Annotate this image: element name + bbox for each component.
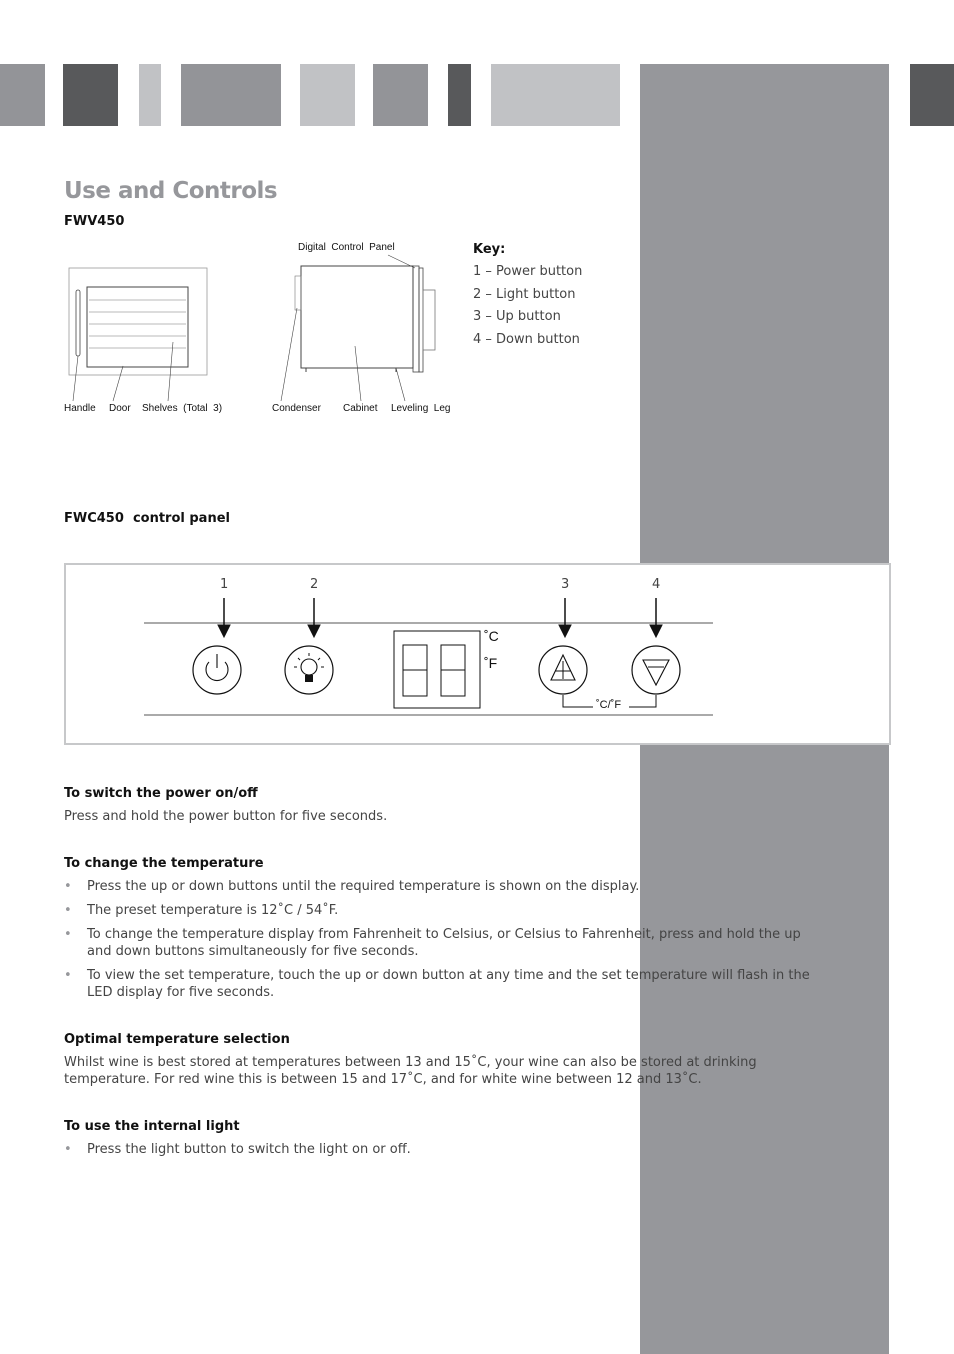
key-item: 1 – Power button	[473, 264, 583, 280]
header-block	[0, 64, 45, 126]
section-heading: To switch the power on/off	[64, 786, 258, 801]
header-block	[491, 64, 620, 126]
panel-number-3: 3	[561, 577, 570, 592]
power-icon	[193, 646, 241, 694]
bullet-item: • The preset temperature is 12˚C / 54˚F.	[64, 902, 824, 919]
section-temperature	[64, 855, 824, 1008]
section-power	[64, 785, 824, 825]
unit-fahrenheit: ˚F	[484, 655, 498, 671]
led-display	[394, 631, 480, 708]
header-block	[63, 64, 118, 126]
up-triangle-icon	[539, 646, 587, 694]
bullet-item: • To change the temperature display from Fahrenheit to Celsius, or Celsius to Fahrenheit, press and hold the up and down buttons simultaneously for five seconds.	[64, 926, 824, 960]
header-block	[448, 64, 471, 126]
header-block	[181, 64, 281, 126]
header-block	[910, 64, 954, 126]
key-item: 2 – Light button	[473, 286, 576, 302]
section-text: Press and hold the power button for five seconds.	[64, 809, 388, 824]
section-optimal	[64, 1031, 824, 1088]
control-panel-label: FWC450 control panel	[64, 511, 230, 526]
bullet-item: • To view the set temperature, touch the up or down button at any time and the set temperature will flash in the LED display for five seconds.	[64, 967, 824, 1001]
section-text: Whilst wine is best stored at temperatures between 13 and 15˚C, your wine can also be stored at drinking temperature. For red wine this is between 15 and 17˚C, and for white wine between 12 and 13˚C.	[64, 1055, 757, 1087]
down-triangle-icon	[632, 646, 680, 694]
key-item: 4 – Down button	[473, 331, 580, 347]
key-heading: Key:	[473, 242, 506, 257]
model-label: FWV450	[64, 214, 125, 229]
header-block	[373, 64, 428, 126]
section-heading: Optimal temperature selection	[64, 1032, 290, 1047]
unit-celsius: ˚C	[484, 628, 499, 644]
control-panel-figure	[64, 563, 891, 745]
header-block	[300, 64, 355, 126]
label-condenser: Condenser	[272, 403, 321, 414]
label-door: Door	[109, 403, 131, 414]
bullet-item: • Press the light button to switch the light on or off.	[64, 1141, 824, 1158]
panel-number-4: 4	[652, 577, 661, 592]
panel-number-1: 1	[220, 577, 229, 592]
section-heading: To change the temperature	[64, 856, 264, 871]
bulb-icon	[285, 646, 333, 694]
label-digital-control-panel: Digital Control Panel	[298, 242, 395, 253]
label-leveling-leg: Leveling Leg	[391, 403, 451, 414]
unit-toggle-label: ˚C/˚F	[596, 699, 622, 711]
control-panel-drawing	[66, 565, 889, 743]
label-handle: Handle	[64, 403, 96, 414]
front-view-diagram	[60, 260, 223, 420]
bullet-item: • Press the up or down buttons until the required temperature is shown on the display.	[64, 878, 824, 895]
side-view-diagram	[270, 250, 450, 410]
key-list	[473, 239, 582, 351]
key-item: 3 – Up button	[473, 309, 561, 325]
label-cabinet: Cabinet	[343, 403, 378, 414]
label-shelves: Shelves (Total 3)	[142, 403, 223, 414]
section-heading: To use the internal light	[64, 1119, 240, 1134]
panel-number-2: 2	[310, 577, 319, 592]
header-block	[139, 64, 161, 126]
page-title: Use and Controls	[64, 178, 278, 204]
section-light	[64, 1118, 824, 1165]
